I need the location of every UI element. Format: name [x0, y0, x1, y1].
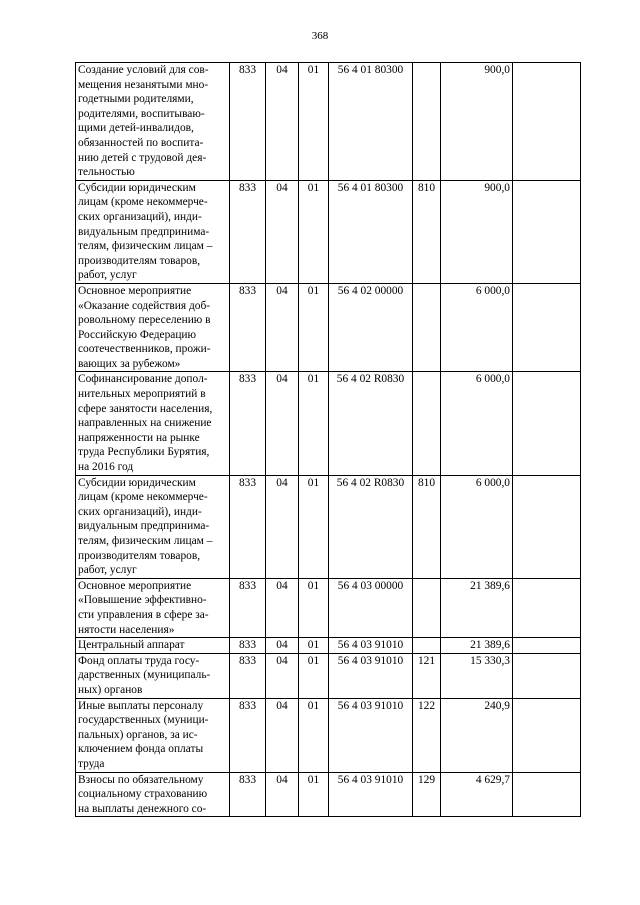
empty-cell — [513, 283, 581, 372]
description-line: нительных мероприятий в — [78, 388, 206, 401]
subsection-code: 01 — [299, 475, 329, 578]
section-code: 04 — [266, 698, 299, 772]
target-article-code: 56 4 03 91010 — [329, 653, 413, 698]
department-code: 833 — [230, 638, 266, 654]
department-code: 833 — [230, 772, 266, 817]
description-line: Иные выплаты персоналу — [78, 699, 204, 712]
description-line: дарственных (муниципаль- — [78, 669, 211, 682]
description-line: Российскую Федерацию — [78, 328, 197, 341]
description-line: государственных (муници- — [78, 714, 209, 727]
row-description — [76, 180, 230, 283]
row-description — [76, 638, 230, 654]
description-line: Центральный аппарат — [78, 639, 185, 652]
table-row — [76, 698, 581, 772]
department-code: 833 — [230, 475, 266, 578]
description-line: телям, физическим лицам – — [78, 535, 213, 547]
description-line: Субсидии юридическим — [78, 181, 196, 194]
section-code: 04 — [266, 772, 299, 817]
page-number: 368 — [311, 30, 329, 42]
description-line: ских организаций), инди- — [78, 505, 202, 518]
empty-cell — [513, 772, 581, 817]
empty-cell — [513, 475, 581, 578]
row-description — [76, 63, 230, 181]
department-code: 833 — [230, 63, 266, 181]
expense-type-code: 810 — [413, 475, 441, 578]
amount: 4 629,7 — [441, 772, 513, 817]
target-article-code: 56 4 02 R0830 — [329, 475, 413, 578]
target-article-code: 56 4 01 80300 — [329, 180, 413, 283]
subsection-code: 01 — [299, 283, 329, 372]
description-line: на 2016 год — [78, 461, 134, 474]
description-line: социальному страхованию — [78, 788, 208, 801]
description-line: работ, услуг — [78, 269, 137, 282]
section-code: 04 — [266, 372, 299, 475]
description-line: вающих за рубежом» — [78, 357, 181, 370]
amount: 21 389,6 — [441, 638, 513, 654]
amount: 900,0 — [441, 63, 513, 181]
description-line: телям, физическим лицам – — [78, 240, 213, 253]
department-code: 833 — [230, 653, 266, 698]
empty-cell — [513, 578, 581, 637]
amount: 6 000,0 — [441, 475, 513, 578]
description-line: напряженности на рынке — [78, 431, 200, 444]
description-line: «Оказание содействия доб- — [78, 299, 211, 312]
description-line: Софинансирование допол- — [78, 373, 208, 386]
empty-cell — [513, 653, 581, 698]
description-line: производителям товаров, — [78, 549, 201, 562]
description-line: лицам (кроме некоммерче- — [78, 491, 208, 504]
empty-cell — [513, 698, 581, 772]
expense-type-code: 810 — [413, 180, 441, 283]
description-line: «Повышение эффективно- — [78, 594, 207, 607]
amount: 900,0 — [441, 180, 513, 283]
table-row — [76, 372, 581, 475]
row-description — [76, 653, 230, 698]
description-line: Взносы по обязательному — [78, 773, 204, 786]
table-row — [76, 475, 581, 578]
subsection-code: 01 — [299, 180, 329, 283]
description-line: годетными родителями, — [78, 93, 194, 106]
amount: 21 389,6 — [441, 578, 513, 637]
expense-type-code — [413, 372, 441, 475]
target-article-code: 56 4 02 00000 — [329, 283, 413, 372]
section-code: 04 — [266, 653, 299, 698]
expense-type-code: 121 — [413, 653, 441, 698]
department-code: 833 — [230, 283, 266, 372]
target-article-code: 56 4 03 91010 — [329, 772, 413, 817]
target-article-code: 56 4 03 91010 — [329, 638, 413, 654]
description-line: щими детей-инвалидов, — [78, 122, 194, 135]
section-code: 04 — [266, 63, 299, 181]
subsection-code: 01 — [299, 63, 329, 181]
empty-cell — [513, 63, 581, 181]
empty-cell — [513, 638, 581, 654]
table-row — [76, 638, 581, 654]
description-line: ских организаций), инди- — [78, 210, 202, 223]
description-line: видуальным предпринима- — [78, 520, 210, 533]
description-line: сфере занятости населения, — [78, 402, 213, 415]
description-line: нятости населения» — [78, 623, 175, 636]
description-line: труда Республики Бурятия, — [78, 446, 210, 459]
description-line: Фонд оплаты труда госу- — [78, 654, 200, 667]
expense-type-code — [413, 63, 441, 181]
description-line: нию детей с трудовой дея- — [78, 151, 207, 164]
row-description — [76, 578, 230, 637]
description-line: видуальным предпринима- — [78, 225, 210, 238]
description-line: ных) органов — [78, 683, 143, 696]
row-description — [76, 283, 230, 372]
table-row — [76, 772, 581, 817]
expense-type-code — [413, 638, 441, 654]
table-row — [76, 578, 581, 637]
budget-table — [75, 62, 581, 817]
description-line: лицам (кроме некоммерче- — [78, 196, 208, 209]
description-line: Основное мероприятие — [78, 284, 192, 297]
target-article-code: 56 4 01 80300 — [329, 63, 413, 181]
target-article-code: 56 4 03 00000 — [329, 578, 413, 637]
description-line: Создание условий для сов- — [78, 64, 209, 76]
expense-type-code: 129 — [413, 772, 441, 817]
table-row — [76, 180, 581, 283]
subsection-code: 01 — [299, 653, 329, 698]
description-line: обязанностей по воспита- — [78, 136, 204, 149]
department-code: 833 — [230, 698, 266, 772]
target-article-code: 56 4 03 91010 — [329, 698, 413, 772]
amount: 15 330,3 — [441, 653, 513, 698]
department-code: 833 — [230, 180, 266, 283]
description-line: работ, услуг — [78, 564, 137, 577]
subsection-code: 01 — [299, 698, 329, 772]
expense-type-code — [413, 578, 441, 637]
description-line: труда — [78, 757, 105, 770]
description-line: мещения незанятыми мно- — [78, 78, 209, 91]
description-line: на выплаты денежного со- — [78, 802, 207, 815]
amount: 240,9 — [441, 698, 513, 772]
section-code: 04 — [266, 578, 299, 637]
amount: 6 000,0 — [441, 283, 513, 372]
description-line: производителям товаров, — [78, 254, 201, 267]
expense-type-code: 122 — [413, 698, 441, 772]
section-code: 04 — [266, 283, 299, 372]
subsection-code: 01 — [299, 372, 329, 475]
description-line: направленных на снижение — [78, 417, 212, 430]
section-code: 04 — [266, 475, 299, 578]
amount: 6 000,0 — [441, 372, 513, 475]
row-description — [76, 772, 230, 817]
description-line: родителями, воспитываю- — [78, 107, 205, 120]
department-code: 833 — [230, 372, 266, 475]
table-row — [76, 63, 581, 181]
description-line: Субсидии юридическим — [78, 476, 196, 489]
description-line: Основное мероприятие — [78, 579, 192, 592]
row-description — [76, 372, 230, 475]
description-line: ключением фонда оплаты — [78, 743, 204, 756]
subsection-code: 01 — [299, 578, 329, 637]
description-line: тельностью — [78, 166, 135, 179]
department-code: 833 — [230, 578, 266, 637]
section-code: 04 — [266, 638, 299, 654]
section-code: 04 — [266, 180, 299, 283]
empty-cell — [513, 180, 581, 283]
budget-table-body — [76, 63, 581, 817]
row-description — [76, 475, 230, 578]
target-article-code: 56 4 02 R0830 — [329, 372, 413, 475]
description-line: ровольному переселению в — [78, 314, 211, 327]
expense-type-code — [413, 283, 441, 372]
description-line: соотечественников, прожи- — [78, 343, 211, 356]
description-line: сти управления в сфере за- — [78, 608, 209, 621]
description-line: пальных) органов, за ис- — [78, 728, 198, 741]
table-row — [76, 653, 581, 698]
subsection-code: 01 — [299, 638, 329, 654]
subsection-code: 01 — [299, 772, 329, 817]
row-description — [76, 698, 230, 772]
empty-cell — [513, 372, 581, 475]
table-row — [76, 283, 581, 372]
